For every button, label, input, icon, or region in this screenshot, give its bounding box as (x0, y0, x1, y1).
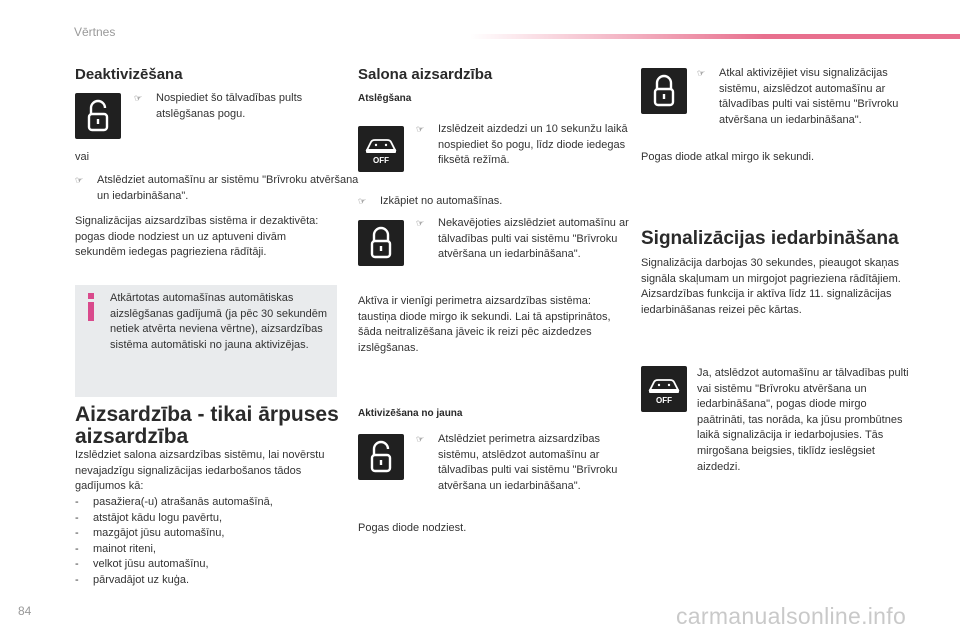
pointing-hand-bullet-icon: ☞ (358, 196, 367, 206)
interior-step-1: ☞ Izslēdzeit aizdedzi un 10 sekunžu laikā nospiediet šo pogu, līdz diode iedegas fiksētā režīmā. (416, 123, 628, 167)
list-item: - mazgājot jūsu automašīnu, (75, 527, 225, 540)
reactivation-subtitle: Aktivizēšana no jauna (358, 408, 463, 419)
interior-protection-title: Salona aizsardzība (358, 66, 493, 83)
section-title: Vērtnes (74, 25, 116, 39)
pointing-hand-bullet-icon: ☞ (416, 218, 425, 228)
pointing-hand-bullet-icon: ☞ (75, 175, 84, 185)
unlock-button-icon (358, 434, 404, 480)
reactivation-note: Pogas diode nodziest. (358, 522, 467, 534)
svg-text:OFF: OFF (373, 156, 389, 165)
page-number: 84 (18, 604, 32, 618)
info-text: Atkārtotas automašīnas automātiskas aizslēgšanas gadījumā (ja pēc 30 sekundēm netiek atvērta neviena vērtne), aizsardzības sistēma automātiski no jauna aktivizējas. (110, 292, 328, 351)
interior-paragraph: Aktīva ir vienīgi perimetra aizsardzības sistēma: taustiņa diode mirgo ik sekundi. Lai tā apstiprinātos, šāda neitralizēšana jāveic ik reizi pēc aizdedzes izslēgšanas. (358, 295, 611, 354)
interior-step-2: ☞ Izkāpiet no automašīnas. (358, 194, 642, 210)
exterior-protection-title: Aizsardzība - tikai ārpuses aizsardzība (75, 403, 339, 448)
reactivation-step: ☞ Atslēdziet perimetra aizsardzības sistēmu, atslēdzot automašīnu ar tālvadības pulti vai sistēmu "Brīvroku atvēršana un iedarbināšana". (416, 433, 618, 492)
watermark: carmanualsonline.info (676, 603, 907, 629)
alarm-trigger-title: Signalizācijas iedarbināšana (641, 228, 899, 249)
car-off-button-icon (641, 366, 687, 412)
deactivation-step-2: ☞ Atslēdziet automašīnu ar sistēmu "Brīvroku atvēršana un iedarbināšana". (75, 174, 359, 202)
pointing-hand-bullet-icon: ☞ (416, 124, 425, 134)
unlock-button-icon (75, 93, 121, 139)
deactivation-title: Deaktivizēšana (75, 66, 183, 83)
lock-button-icon (358, 220, 404, 266)
exterior-list (75, 495, 337, 589)
list-item: - pārvadājot uz kuģa. (75, 573, 190, 586)
list-item: - atstājot kādu logu pavērtu, (75, 511, 223, 524)
interior-step-3: ☞ Nekavējoties aizslēdziet automašīnu ar tālvadības pulti vai sistēmu "Brīvroku atvēršana un iedarbināšana". (416, 217, 629, 261)
deactivation-step-1: ☞ Nospiediet šo tālvadības pults atslēgšanas pogu. (134, 92, 303, 120)
deactivation-paragraph: Signalizācijas aizsardzības sistēma ir dezaktivēta: pogas diode nodziest un uz aptuveni divām sekundēm iedegas pagrieziena rādītāji. (75, 215, 319, 259)
list-item: - mainot riteni, (75, 542, 156, 555)
pointing-hand-bullet-icon: ☞ (697, 68, 706, 78)
lock-button-icon (641, 68, 687, 114)
or-text: vai (75, 151, 90, 163)
exterior-intro: Izslēdziet salona aizsardzības sistēmu, lai novērstu nevajadzīgu signalizācijas iedarbošanos tādos gadījumos kā: (75, 449, 325, 493)
alarm-triggered-note: Ja, atslēdzot automašīnu ar tālvadības pulti vai sistēmu "Brīvroku atvēršana un iedarbināšana", pogas diode mirgo paātrināti, tas norāda, ka jūsu prombūtnes laikā signalizācija ir iedarbojusies. Tās mirgošana beigsies, tiklīdz ieslēgsiet aizdedzi. (697, 367, 909, 473)
svg-text:OFF: OFF (656, 396, 672, 405)
alarm-trigger-paragraph: Signalizācija darbojas 30 sekundes, pieaugot skaņas signāla skaļumam un mirgojot pagrieziena rādītājiem. Aizsardzības funkcija ir aktīva līdz 11. signalizācijas iedarbināšanas reizei pēc kārtas. (641, 257, 901, 316)
car-off-button-icon (358, 126, 404, 172)
full-reactivation-note: Pogas diode atkal mirgo ik sekundi. (641, 151, 815, 163)
header-decoration-bar (470, 34, 960, 39)
locking-subtitle: Atslēgšana (358, 93, 412, 104)
list-item: - pasažiera(-u) atrašanās automašīnā, (75, 496, 273, 508)
full-reactivation-step: ☞ Atkal aktivizējiet visu signalizācijas sistēmu, aizslēdzot automašīnu ar tālvadības pulti vai sistēmu "Brīvroku atvēršana un iedarbināšana". (697, 67, 899, 126)
info-icon (88, 293, 94, 321)
list-item: - velkot jūsu automašīnu, (75, 558, 209, 571)
pointing-hand-bullet-icon: ☞ (134, 93, 143, 103)
pointing-hand-bullet-icon: ☞ (416, 434, 425, 444)
